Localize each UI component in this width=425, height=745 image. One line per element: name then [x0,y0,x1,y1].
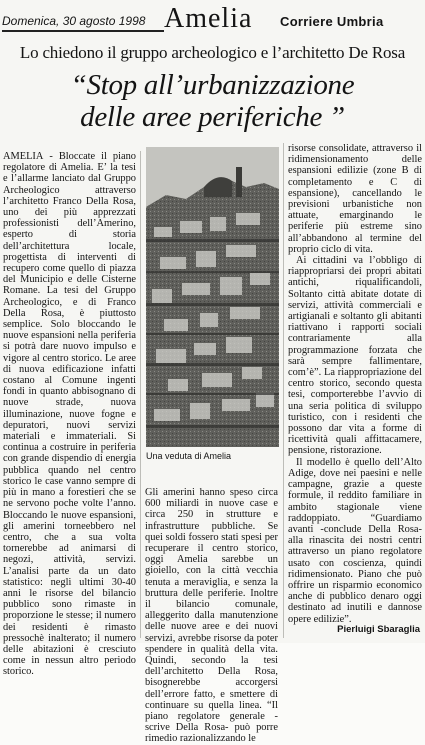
column-1-paragraph [3,151,136,678]
author-signature: Pierluigi Sbaraglia [337,624,420,635]
article-column-1 [3,151,136,678]
newspaper-name: Corriere Umbria [280,14,384,29]
header-rule [2,30,164,32]
section-title: Amelia [164,3,253,34]
headline-line-1: “Stop all’urbanizzazione [70,69,355,101]
headline-line-2: delle aree periferiche ” [80,101,345,133]
photo-amelia-view [146,147,279,447]
article-kicker: Lo chiedono il gruppo archeologico e l’architetto De Rosa [19,43,406,62]
article-column-3 [288,143,422,625]
town-photo-image [146,147,279,447]
column-2-text: Gli amerini hanno speso circa 600 miliardi in nuove case e circa 250 in strutture e infrastrutture pubbliche. Se quei soldi fossero stati spesi per recuperare il centro storico, oggi Amelia sarebbe un gioiello, con la città vecchia tenuta a meraviglia, e senza la bruttura delle periferie. Inoltre il bilancio comunale, alleggerito dalla manutenzione delle nuove aree e dei nuovi servizi, avrebbe risorse da poter spendere in qualità della vita. Quindi, secondo la tesi dell’architetto Della Rosa, bisognerebbe accorgersi dell’errore fatto, e smettere di continuare su quella linea. “Il piano regolatore generale - scrive Della Rosa- può porre rimedio razionalizzando le [145,487,278,745]
column-3-paragraph-1: risorse consolidate, attraverso il ridimensionamento delle espansioni edilizie (zone B di completamento e C di espansione), cancellando le previsioni urbanistiche non attuate, emarginando le periferie più estreme sino all’abbandono al termine del proprio ciclo di vita. [288,143,422,255]
column-divider-2 [283,143,284,638]
column-divider-1 [140,151,141,638]
column-1-text: - Bloccate il piano regolatore di Amelia. E’ la tesi e l’allarme lanciato dal Gruppo Archeologico attraverso l’architetto Franco Della Rosa, uno dei più apprezzati professionisti dell’Amerino, esperto di storia dell’architettura locale, progettista di interventi di recupero come quello di piazza del Municipio e delle Cisterne Romane. La tesi del Gruppo Archeologico, e di Franco Della Rosa, è piuttosto semplice. Solo bloccando le nuove espansioni nella periferia si potrà dare nuovo impulso e vigore al centro storico. Le aree di nuova edificazione infatti costano al Comune ingenti fondi in quanto abbisognano di nuove strade, nuova illuminazione, nuove fogne e depuratori, nuovi servizi materiali e immateriali. Si continua a costruire in periferia con grande dispendio di energia pubblica quando nel centro storico le case vanno sempre di più in mano a forestieri che se ne servono poche volte l’anno. Bloccando le nuove espansioni, gli amerini torneebbero nel centro, che a sua volta tornerebbe ad animarsi di negozi, attività, servizi. L’analisi parte da un dato statistico: negli ultimi 30-40 anni le risorse del bilancio pubblico sono rimaste in proporzione le stesse; il numero dei residenti è rimasto pressochè inalterato; il numero delle abitazioni è cresciuto come in nessun altro periodo storico. [3,151,136,678]
column-3-paragraph-2: Ai cittadini va l’obbligo di riappropriarsi dei propri abitati antichi, riqualificandoli, Soltanto città abitate dotate di servizi, attività commerciali e artigianali e soltanto gli abitanti riattivano i rapporti sociali contrariamente alla programmazione forzata che sarà sempre fallimentare, com’è”. La riappropriazione del centro storico, secondo questa tesi, comporterebbe l’avvio di una seria politica di sviluppo turistico, con i residenti che possono dar vita a forme di ricettività quali affittacamere, pensione, ristorazione. [288,255,422,457]
article-column-2 [145,487,278,745]
column-3-paragraph-3: Il modello è quello dell’Alto Adige, dove nei paesini e nelle campagne, grazie a queste formule, il reddito familiare in ambito stagionale viene raddoppiato. “Guardiamo avanti -conclude Della Rosa- alla rinascita dei nostri centri attraverso un piano regolatore usato con coscienza, quindi ridimensionato. Piano che può offrire un risparmio economico anche di pubblico denaro oggi destinato ad inutili e dannose opere edilizie”. [288,456,422,625]
dateline: AMELIA [3,151,44,162]
issue-date: Domenica, 30 agosto 1998 [2,14,146,28]
photo-caption: Una veduta di Amelia [146,451,232,461]
